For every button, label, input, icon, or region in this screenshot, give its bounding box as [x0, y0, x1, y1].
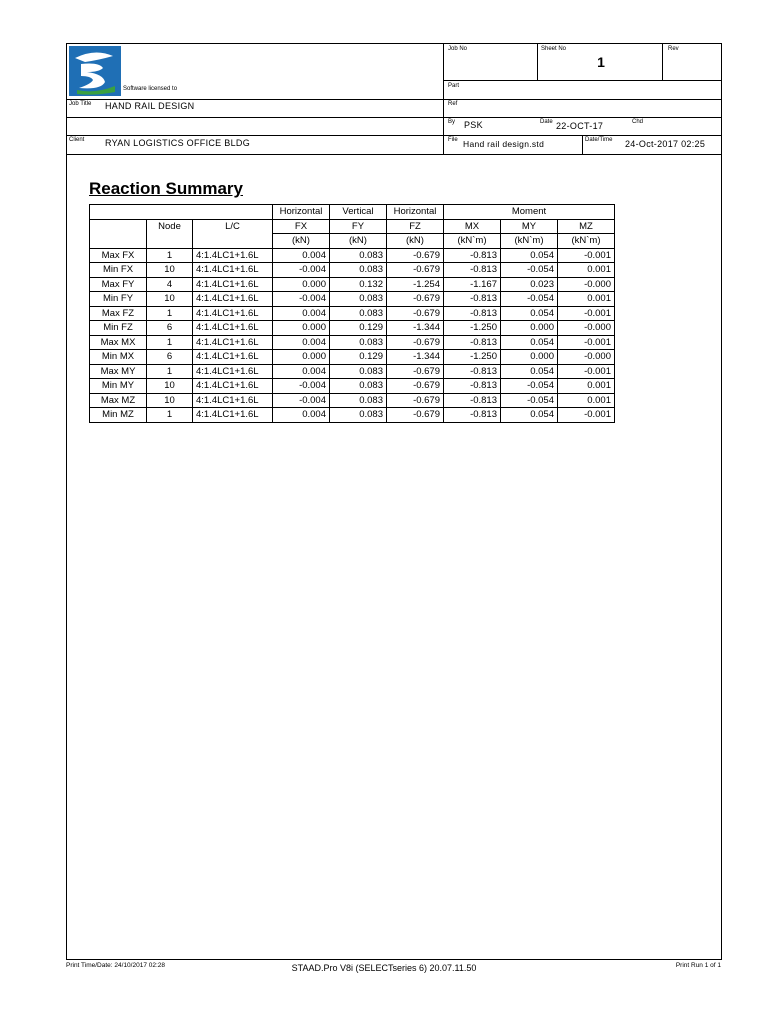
table-cell: 0.129 — [330, 321, 387, 336]
table-cell: Min FZ — [90, 321, 147, 336]
table-cell: 4:1.4LC1+1.6L — [193, 306, 273, 321]
table-row — [90, 393, 615, 408]
table-cell: -0.054 — [501, 379, 558, 394]
table-cell: -0.054 — [501, 292, 558, 307]
table-row — [90, 335, 615, 350]
table-cell: -0.679 — [387, 408, 444, 423]
sheet-no-box — [537, 44, 663, 81]
date-value: 22-OCT-17 — [556, 121, 604, 131]
table-body — [90, 205, 615, 423]
table-row — [90, 379, 615, 394]
file-value: Hand rail design.std — [463, 139, 545, 149]
chd-label: Chd — [632, 119, 644, 125]
table-cell: 0.001 — [558, 292, 615, 307]
sheet-no: 1 — [597, 54, 605, 70]
table-cell: 0.004 — [273, 335, 330, 350]
unit-cell: (kN) — [387, 234, 444, 249]
table-cell: Min FX — [90, 263, 147, 278]
table-cell: -1.254 — [387, 277, 444, 292]
unit-cell: (kN`m) — [558, 234, 615, 249]
sheet-no-label: Sheet No — [541, 46, 567, 52]
table-cell: 4:1.4LC1+1.6L — [193, 248, 273, 263]
table-cell: 1 — [147, 364, 193, 379]
divider — [582, 135, 583, 154]
table-cell: 0.000 — [501, 321, 558, 336]
table-cell: Max FY — [90, 277, 147, 292]
report-page — [66, 43, 722, 960]
table-cell: 0.054 — [501, 335, 558, 350]
table-cell: -0.000 — [558, 277, 615, 292]
table-cell: -0.813 — [444, 393, 501, 408]
table-cell: 0.000 — [501, 350, 558, 365]
table-cell: 0.000 — [273, 321, 330, 336]
table-cell: 4:1.4LC1+1.6L — [193, 263, 273, 278]
date-label: Date — [540, 119, 553, 125]
table-cell: 6 — [147, 321, 193, 336]
table-cell: Max FX — [90, 248, 147, 263]
table-row — [90, 321, 615, 336]
table-cell: 0.054 — [501, 408, 558, 423]
file-label: File — [448, 137, 458, 143]
table-cell: -0.813 — [444, 263, 501, 278]
table-row — [90, 306, 615, 321]
table-cell: -0.679 — [387, 263, 444, 278]
client-value: RYAN LOGISTICS OFFICE BLDG — [105, 138, 250, 148]
table-cell: 4:1.4LC1+1.6L — [193, 335, 273, 350]
table-cell: Max MY — [90, 364, 147, 379]
table-row — [90, 277, 615, 292]
table-cell: -0.679 — [387, 393, 444, 408]
table-cell: 0.001 — [558, 263, 615, 278]
print-run: Print Run 1 of 1 — [675, 962, 721, 969]
column-header-cell: L/C — [193, 219, 273, 248]
table-row — [90, 364, 615, 379]
divider — [67, 99, 721, 100]
table-cell: 0.001 — [558, 393, 615, 408]
table-cell: 0.083 — [330, 263, 387, 278]
divider — [67, 117, 721, 118]
table-cell: 10 — [147, 292, 193, 307]
table-cell: 4:1.4LC1+1.6L — [193, 379, 273, 394]
datetime-label: Date/Time — [585, 137, 613, 143]
job-title: HAND RAIL DESIGN — [105, 101, 195, 111]
column-header-cell: Node — [147, 219, 193, 248]
table-cell: 0.083 — [330, 408, 387, 423]
table-cell: -0.679 — [387, 364, 444, 379]
table-cell: 10 — [147, 263, 193, 278]
table-row — [90, 350, 615, 365]
part-label: Part — [448, 83, 460, 89]
table-cell: 4:1.4LC1+1.6L — [193, 277, 273, 292]
table-cell: 0.083 — [330, 364, 387, 379]
table-cell: Min MY — [90, 379, 147, 394]
table-cell: Min MX — [90, 350, 147, 365]
table-cell: 0.083 — [330, 393, 387, 408]
logo-cell — [67, 44, 444, 100]
column-header-cell: MY — [501, 219, 558, 234]
table-cell: -0.001 — [558, 335, 615, 350]
datetime-value: 24-Oct-2017 02:25 — [625, 139, 706, 149]
table-cell: Min MZ — [90, 408, 147, 423]
table-cell: -0.813 — [444, 292, 501, 307]
table-cell: 4:1.4LC1+1.6L — [193, 321, 273, 336]
table-cell: 4:1.4LC1+1.6L — [193, 350, 273, 365]
table-cell: -0.813 — [444, 248, 501, 263]
table-cell: -0.813 — [444, 335, 501, 350]
table-cell: 0.083 — [330, 335, 387, 350]
group-header-cell: Moment — [444, 205, 615, 220]
table-cell: -1.167 — [444, 277, 501, 292]
by-value: PSK — [464, 120, 483, 130]
software-version: STAAD.Pro V8i (SELECTseries 6) 20.07.11.50 — [291, 963, 477, 973]
table-cell: 4 — [147, 277, 193, 292]
table-row — [90, 248, 615, 263]
table-cell: -1.344 — [387, 321, 444, 336]
table-cell: -1.344 — [387, 350, 444, 365]
table-cell: 10 — [147, 379, 193, 394]
column-header-cell: FX — [273, 219, 330, 234]
table-cell: 1 — [147, 248, 193, 263]
table-cell: 0.000 — [273, 277, 330, 292]
report-title: Reaction Summary — [89, 179, 243, 198]
table-cell: 0.129 — [330, 350, 387, 365]
job-no-label: Job No — [448, 46, 468, 52]
table-cell: -0.004 — [273, 263, 330, 278]
table-cell: -0.001 — [558, 248, 615, 263]
column-header-cell: MZ — [558, 219, 615, 234]
table-cell: 0.004 — [273, 408, 330, 423]
table-cell: 0.001 — [558, 379, 615, 394]
table-cell: -0.813 — [444, 364, 501, 379]
table-cell: Max MZ — [90, 393, 147, 408]
table-cell: 4:1.4LC1+1.6L — [193, 393, 273, 408]
divider — [67, 135, 443, 136]
table-cell: 0.083 — [330, 292, 387, 307]
table-cell: 1 — [147, 408, 193, 423]
table-cell: 0.083 — [330, 306, 387, 321]
table-cell: -1.250 — [444, 321, 501, 336]
unit-cell: (kN`m) — [501, 234, 558, 249]
table-cell: Max MX — [90, 335, 147, 350]
job-title-label: Job Title — [69, 101, 92, 107]
table-cell: -0.679 — [387, 379, 444, 394]
table-cell: -1.250 — [444, 350, 501, 365]
table-cell: -0.813 — [444, 379, 501, 394]
table-cell: -0.000 — [558, 350, 615, 365]
table-row — [90, 408, 615, 423]
table-cell: 0.004 — [273, 248, 330, 263]
column-header-cell: FY — [330, 219, 387, 234]
group-header-cell: Horizontal — [273, 205, 330, 220]
group-header-cell: Horizontal — [387, 205, 444, 220]
table-cell: 0.004 — [273, 306, 330, 321]
table-row — [90, 263, 615, 278]
column-header-cell: MX — [444, 219, 501, 234]
column-header-cell: FZ — [387, 219, 444, 234]
unit-cell: (kN`m) — [444, 234, 501, 249]
client-label: Client — [69, 137, 85, 143]
rev-label: Rev — [668, 46, 679, 52]
table-cell: -0.679 — [387, 306, 444, 321]
table-cell: Max FZ — [90, 306, 147, 321]
table-cell: 4:1.4LC1+1.6L — [193, 364, 273, 379]
header-cell — [90, 205, 273, 220]
column-header-cell — [90, 219, 147, 248]
print-time: Print Time/Date: 24/10/2017 02:28 — [66, 962, 166, 969]
title-block — [67, 44, 721, 155]
table-cell: -0.001 — [558, 364, 615, 379]
unit-cell: (kN) — [330, 234, 387, 249]
group-header-cell: Vertical — [330, 205, 387, 220]
reaction-summary-table — [89, 204, 615, 423]
table-cell: 4:1.4LC1+1.6L — [193, 408, 273, 423]
table-cell: 0.083 — [330, 379, 387, 394]
table-cell: -0.813 — [444, 306, 501, 321]
table-cell: 1 — [147, 335, 193, 350]
table-cell: -0.679 — [387, 248, 444, 263]
table-cell: 0.023 — [501, 277, 558, 292]
table-cell: 10 — [147, 393, 193, 408]
unit-cell: (kN) — [273, 234, 330, 249]
table-cell: 0.004 — [273, 364, 330, 379]
table-cell: -0.679 — [387, 292, 444, 307]
table-cell: 0.054 — [501, 364, 558, 379]
table-cell: -0.001 — [558, 408, 615, 423]
table-cell: 0.054 — [501, 248, 558, 263]
table-cell: Min FY — [90, 292, 147, 307]
column-header-row — [90, 219, 615, 234]
table-cell: -0.004 — [273, 379, 330, 394]
table-cell: -0.054 — [501, 393, 558, 408]
table-cell: 0.132 — [330, 277, 387, 292]
table-row — [90, 292, 615, 307]
table-cell: -0.054 — [501, 263, 558, 278]
table-cell: -0.004 — [273, 393, 330, 408]
table-cell: 4:1.4LC1+1.6L — [193, 292, 273, 307]
by-label: By — [448, 119, 456, 125]
table-cell: -0.813 — [444, 408, 501, 423]
table-cell: -0.001 — [558, 306, 615, 321]
table-cell: 6 — [147, 350, 193, 365]
licensed-text: Software licensed to — [123, 86, 178, 92]
table-cell: -0.004 — [273, 292, 330, 307]
table-cell: -0.000 — [558, 321, 615, 336]
ref-label: Ref — [448, 101, 458, 107]
table-cell: 0.054 — [501, 306, 558, 321]
table-cell: 0.083 — [330, 248, 387, 263]
table-cell: 0.000 — [273, 350, 330, 365]
group-header-row — [90, 205, 615, 220]
bentley-logo-icon — [69, 46, 121, 96]
table-cell: -0.679 — [387, 335, 444, 350]
table-cell: 1 — [147, 306, 193, 321]
